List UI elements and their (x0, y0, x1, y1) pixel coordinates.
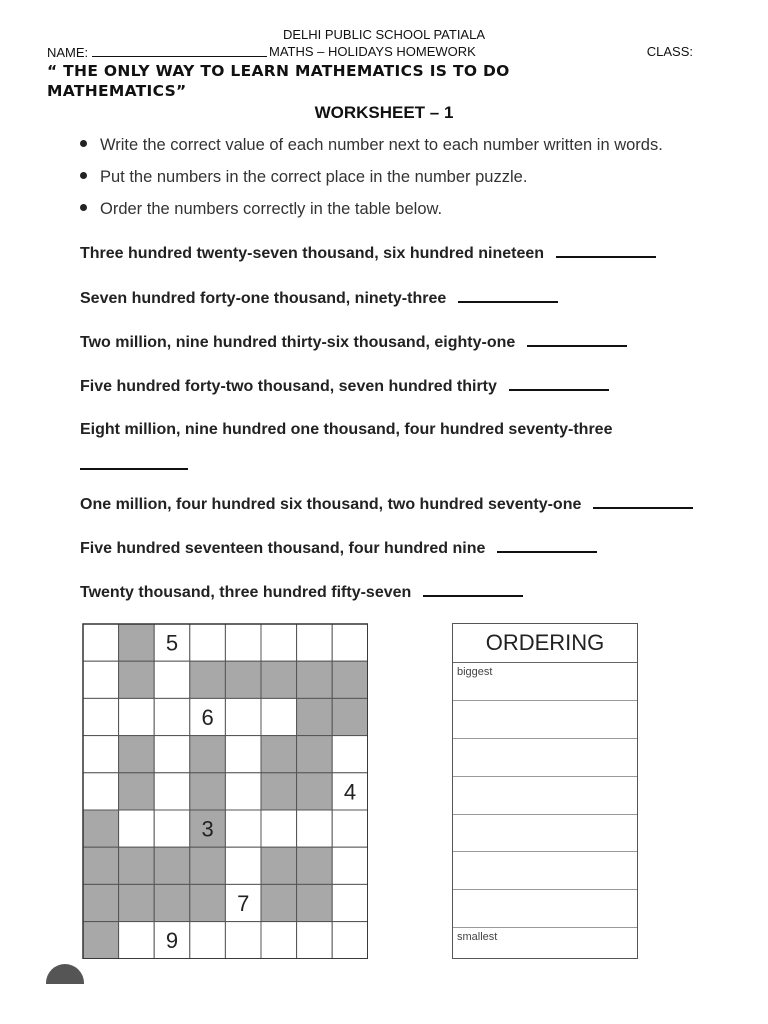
puzzle-cell[interactable] (225, 624, 261, 661)
ordering-row[interactable] (453, 815, 637, 853)
question-7 (80, 539, 597, 558)
shaded-cell (119, 773, 155, 810)
puzzle-cell[interactable] (225, 810, 261, 847)
subject-title: MATHS – HOLIDAYS HOMEWORK (269, 44, 476, 59)
shaded-cell (83, 884, 119, 921)
question-2 (80, 289, 558, 308)
puzzle-clue-number: 3 (201, 816, 214, 842)
shaded-cell (261, 847, 297, 884)
shaded-cell (190, 773, 226, 810)
answer-blank[interactable] (423, 583, 523, 597)
shaded-cell (297, 773, 333, 810)
puzzle-cell[interactable] (332, 624, 368, 661)
instruction-item (80, 135, 663, 167)
bullet-icon (80, 172, 87, 179)
shaded-cell (297, 847, 333, 884)
question-4 (80, 377, 609, 396)
shaded-cell (297, 736, 333, 773)
name-field (47, 44, 267, 60)
puzzle-cell[interactable] (332, 736, 368, 773)
puzzle-cell[interactable] (83, 624, 119, 661)
shaded-cell (83, 810, 119, 847)
smallest-label: smallest (457, 931, 498, 944)
puzzle-cell[interactable] (119, 810, 155, 847)
class-label: CLASS: (646, 44, 693, 59)
shaded-cell (332, 698, 368, 735)
school-name: DELHI PUBLIC SCHOOL PATIALA (282, 27, 486, 42)
puzzle-cell[interactable] (83, 773, 119, 810)
instruction-text: Order the numbers correctly in the table below. (100, 200, 443, 218)
shaded-cell (154, 884, 190, 921)
puzzle-cell[interactable] (190, 624, 226, 661)
ordering-title: ORDERING (453, 624, 637, 663)
question-5 (80, 421, 612, 439)
puzzle-clue-number: 9 (165, 928, 179, 954)
question-8 (80, 583, 523, 602)
shaded-cell (297, 698, 333, 735)
shaded-cell (119, 847, 155, 884)
question-text: Five hundred forty-two thousand, seven hundred thirty (80, 378, 497, 395)
answer-blank[interactable] (556, 244, 656, 258)
shaded-cell (119, 736, 155, 773)
puzzle-cell[interactable] (332, 884, 368, 921)
ordering-row[interactable] (453, 852, 637, 890)
shaded-cell (83, 847, 119, 884)
shaded-cell (190, 736, 226, 773)
puzzle-clue-number: 4 (343, 779, 357, 805)
shaded-cell (297, 884, 333, 921)
name-label: NAME: (47, 45, 89, 60)
shaded-cell (297, 661, 333, 698)
puzzle-cell[interactable] (83, 736, 119, 773)
puzzle-cell[interactable] (154, 736, 190, 773)
question-text: Five hundred seventeen thousand, four hundred nine (80, 540, 486, 557)
question-text: One million, four hundred six thousand, two hundred seventy-one (80, 496, 582, 513)
puzzle-cell[interactable] (261, 922, 297, 959)
worksheet-title: WORKSHEET – 1 (314, 103, 454, 122)
ordering-row[interactable] (453, 663, 637, 701)
question-1 (80, 244, 656, 263)
instruction-item (80, 199, 663, 231)
puzzle-cell[interactable] (261, 624, 297, 661)
answer-blank[interactable] (80, 468, 188, 470)
question-text: Seven hundred forty-one thousand, ninety-three (80, 290, 447, 307)
instruction-text: Write the correct value of each number next to each number written in words. (100, 136, 663, 154)
answer-blank[interactable] (497, 539, 597, 553)
shaded-cell (261, 884, 297, 921)
puzzle-cell[interactable] (225, 698, 261, 735)
shaded-cell (119, 624, 155, 661)
number-puzzle-grid (82, 623, 368, 959)
shaded-cell (261, 736, 297, 773)
puzzle-clue-number: 7 (237, 891, 250, 916)
puzzle-cell[interactable] (297, 624, 333, 661)
puzzle-cell[interactable] (154, 698, 190, 735)
puzzle-cell[interactable] (297, 922, 333, 959)
quote: “ THE ONLY WAY TO LEARN MATHEMATICS IS TO DO MATHEMATICS” (47, 62, 510, 100)
puzzle-cell[interactable] (225, 736, 261, 773)
bullet-icon (80, 140, 87, 147)
question-3 (80, 333, 627, 352)
shaded-cell (190, 847, 226, 884)
puzzle-cell[interactable] (225, 922, 261, 959)
puzzle-cell[interactable] (225, 773, 261, 810)
shaded-cell (190, 661, 226, 698)
shaded-cell (119, 661, 155, 698)
shaded-cell (190, 884, 226, 921)
question-text: Three hundred twenty-seven thousand, six hundred nineteen (80, 245, 545, 262)
puzzle-cell[interactable] (332, 847, 368, 884)
puzzle-cell[interactable] (154, 661, 190, 698)
puzzle-cell[interactable] (225, 847, 261, 884)
ordering-row[interactable] (453, 928, 637, 965)
puzzle-cell[interactable] (83, 698, 119, 735)
biggest-label: biggest (457, 666, 493, 678)
shaded-cell (119, 884, 155, 921)
number-puzzle (82, 623, 368, 959)
puzzle-cell[interactable] (261, 698, 297, 735)
puzzle-cell[interactable] (332, 810, 368, 847)
puzzle-cell[interactable] (83, 661, 119, 698)
answer-blank[interactable] (593, 495, 693, 509)
answer-blank[interactable] (458, 289, 558, 303)
ordering-row[interactable] (453, 739, 637, 777)
puzzle-cell[interactable] (119, 698, 155, 735)
shaded-cell (261, 661, 297, 698)
shaded-cell (83, 922, 119, 959)
answer-blank[interactable] (527, 333, 627, 347)
instruction-text: Put the numbers in the correct place in the number puzzle. (100, 168, 528, 186)
bullet-icon (80, 204, 87, 211)
ordering-row[interactable] (453, 777, 637, 815)
question-text: Two million, nine hundred thirty-six thousand, eighty-one (80, 334, 516, 351)
shaded-cell (332, 661, 368, 698)
ordering-row[interactable] (453, 701, 637, 739)
puzzle-cell[interactable] (154, 810, 190, 847)
puzzle-cell[interactable] (119, 922, 155, 959)
shaded-cell (225, 661, 261, 698)
name-blank[interactable] (92, 44, 267, 57)
puzzle-clue-number: 5 (165, 630, 179, 656)
question-6 (80, 495, 693, 514)
answer-blank[interactable] (509, 377, 609, 391)
puzzle-cell[interactable] (261, 810, 297, 847)
question-text: Eight million, nine hundred one thousand, four hundred seventy-three (80, 421, 613, 438)
puzzle-clue-number: 6 (201, 705, 214, 730)
ordering-row[interactable] (453, 890, 637, 928)
question-text: Twenty thousand, three hundred fifty-seven (80, 584, 412, 601)
instructions-list (80, 135, 663, 231)
instruction-item (80, 167, 663, 199)
puzzle-cell[interactable] (332, 922, 368, 959)
ordering-table (452, 623, 638, 959)
header-row (47, 44, 693, 62)
puzzle-cell[interactable] (190, 922, 226, 959)
puzzle-cell[interactable] (154, 773, 190, 810)
page-corner-mark (46, 964, 84, 984)
shaded-cell (261, 773, 297, 810)
puzzle-cell[interactable] (297, 810, 333, 847)
shaded-cell (154, 847, 190, 884)
